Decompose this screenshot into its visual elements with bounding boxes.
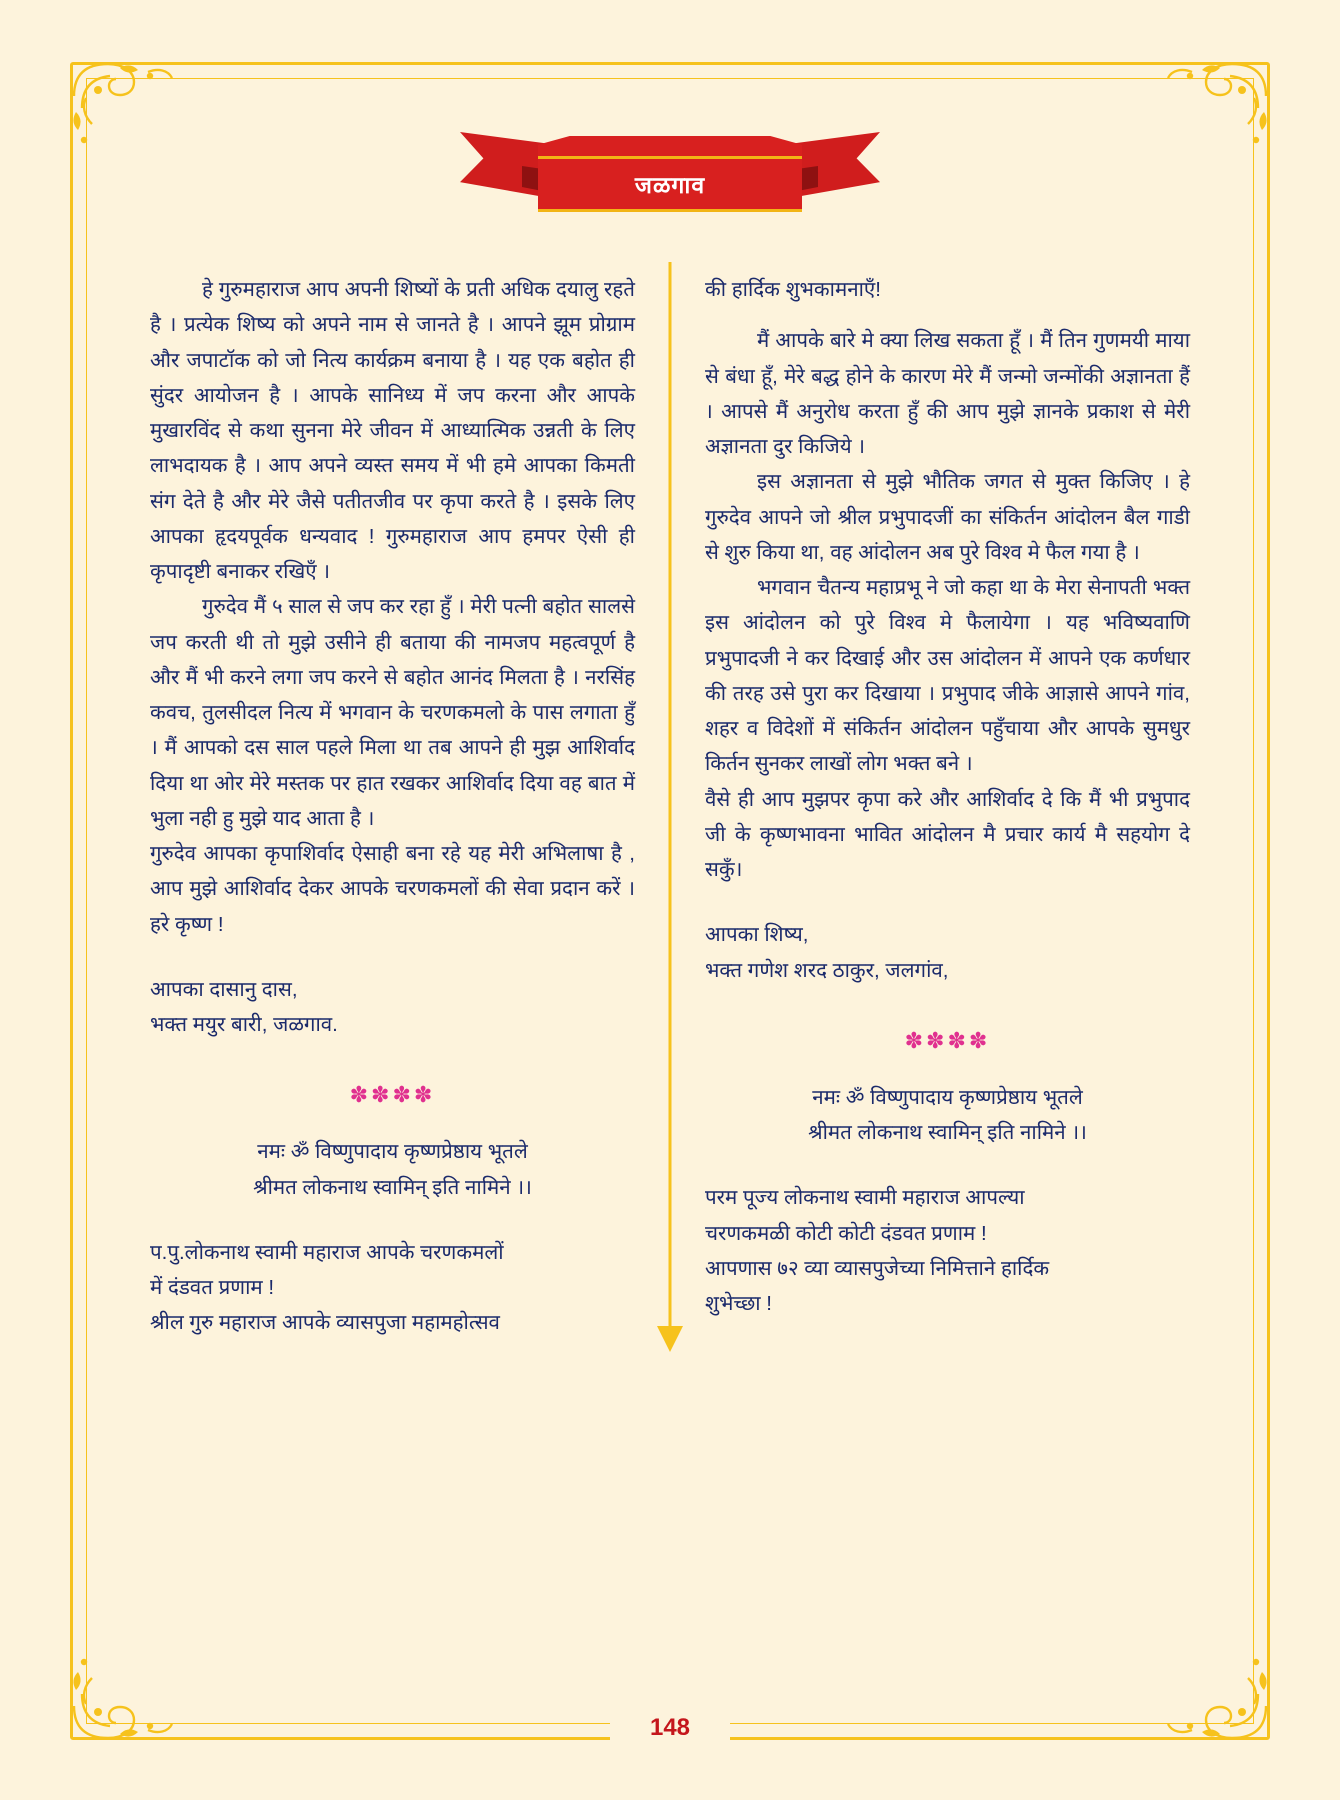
mantra-block: [705, 1080, 1190, 1151]
right-column: [705, 272, 1190, 1620]
page-body: [150, 272, 1190, 1620]
banner-label: जळगाव: [634, 172, 706, 198]
paragraph: गुरुदेव मैं ५ साल से जप कर रहा हुँ । मेरी पत्नी बहोत सालसे जप करती थी तो मुझे उसीने ही बताया की नामजप महत्वपूर्ण है और मैं भी करने लगा जप करने से बहोत आनंद मिलता है । नरसिंह कवच, तुलसीदल नित्य में भगवान के चरणकमलो के पास लगाता हुँ । मैं आपको दस साल पहले मिला था तब आपने ही मुझ आशिर्वाद दिया था ओर मेरे मस्तक पर हात रखकर आशिर्वाद दिया वह बात में भुला नही हु मुझे याद आता है ।: [150, 595, 635, 830]
closing-line: शुभेच्छा !: [705, 1292, 772, 1315]
ribbon-center: [538, 156, 802, 212]
ribbon-graphic: [460, 124, 880, 208]
left-column: [150, 272, 635, 1620]
mantra-line: नमः ॐ विष्णुपादाय कृष्णप्रेष्ठाय भूतले: [257, 1140, 528, 1164]
paragraph: मैं आपके बारे मे क्या लिख सकता हूँ । मैं तिन गुणमयी माया से बंधा हूँ, मेरे बद्ध होने के कारण मेरे मैं जन्मो जन्मोंकी अज्ञानता हैं । आपसे मैं अनुरोध करता हुँ की आप मुझे ज्ञानके प्रकाश से मेरी अज्ञानता दुर किजिये ।: [705, 329, 1190, 458]
closing-line: प.पु.लोकनाथ स्वामी महाराज आपके चरणकमलों: [150, 1240, 504, 1264]
mantra-block: [150, 1134, 635, 1205]
section-banner: [0, 124, 1340, 214]
star-divider: ✽✽✽✽: [349, 1082, 436, 1108]
signature-line: आपका शिष्य,: [705, 923, 809, 947]
mantra-line: श्रीमत लोकनाथ स्वामिन् इति नामिने ।।: [808, 1121, 1087, 1144]
paragraph: भगवान चैतन्य महाप्रभू ने जो कहा था के मेरा सेनापती भक्त इस आंदोलन को पुरे विश्व मे फैलायेगा । यह भविष्यवाणि प्रभुपादजी ने कर दिखाई और उस आंदोलन में आपने एक कर्णधार की तरह उसे पुरा कर दिखाया । प्रभुपाद जीके आज्ञासे आपने गांव, शहर व विदेशों में संकिर्तन आंदोलन पहुँचाया और आपके सुमधुर किर्तन सुनकर लाखों लोग भक्त बने ।: [705, 576, 1190, 776]
mantra-line: श्रीमत लोकनाथ स्वामिन् इति नामिने ।।: [253, 1175, 532, 1199]
closing-line: आपणास ७२ व्या व्यासपुजेच्या निमित्ताने हार्दिक: [705, 1256, 1050, 1280]
signature-line: भक्त मयुर बारी, जळगाव.: [150, 1013, 338, 1036]
closing-line: श्रील गुरु महाराज आपके व्यासपुजा महामहोत्सव: [150, 1311, 500, 1335]
page-number: 148: [649, 1714, 691, 1741]
ribbon-top-band: [538, 136, 802, 158]
paragraph: इस अज्ञानता से मुझे भौतिक जगत से मुक्त किजिए । हे गुरुदेव आपने जो श्रील प्रभुपादजीं का संकिर्तन आंदोलन बैल गाडी से शुरु किया था, वह आंदोलन अब पुरे विश्व मे फैल गया है ।: [705, 470, 1190, 564]
paragraph: हे गुरुमहाराज आप अपनी शिष्यों के प्रती अधिक दयालु रहते है । प्रत्येक शिष्य को अपने नाम से जानते है । आपने झूम प्रोग्राम और जपाटॉक को जो नित्य कार्यक्रम बनाया है । यह एक बहोत ही सुंदर आयोजन है । आपके सानिध्य में जप करना और आपके मुखारविंद से कथा सुनना मेरे जीवन में आध्यात्मिक उन्नती के लिए लाभदायक है । आप अपने व्यस्त समय में भी हमे आपका किमती संग देते है और मेरे जैसे पतीतजीव पर कृपा करते है । इसके लिए आपका हृदयपूर्वक धन्यवाद ! गुरुमहाराज आप हमपर ऐसी ही कृपादृष्टी बनाकर रखिएँ ।: [150, 278, 635, 583]
star-divider: ✽✽✽✽: [904, 1027, 991, 1053]
closing-line: परम पूज्य लोकनाथ स्वामी महाराज आपल्या: [705, 1186, 1025, 1210]
continuation-line: की हार्दिक शुभकामनाएँ!: [705, 278, 881, 301]
paragraph: वैसे ही आप मुझपर कृपा करे और आशिर्वाद दे कि मैं भी प्रभुपाद जी के कृष्णभावना भावित आंदोलन मै प्रचार कार्य मै सहयोग दे सकुँ।: [705, 787, 1190, 881]
paragraph: गुरुदेव आपका कृपाशिर्वाद ऐसाही बना रहे यह मेरी अभिलाषा है , आप मुझे आशिर्वाद देकर आपके चरणकमलों की सेवा प्रदान करें । हरे कृष्ण !: [150, 842, 635, 936]
mantra-line: नमः ॐ विष्णुपादाय कृष्णप्रेष्ठाय भूतले: [812, 1085, 1083, 1109]
signature-line: भक्त गणेश शरद ठाकुर, जलगांव,: [705, 958, 949, 982]
closing-line: चरणकमळी कोटी कोटी दंडवत प्रणाम !: [705, 1221, 987, 1245]
signature-line: आपका दासानु दास,: [150, 977, 298, 1001]
closing-line: में दंडवत प्रणाम !: [150, 1276, 275, 1299]
